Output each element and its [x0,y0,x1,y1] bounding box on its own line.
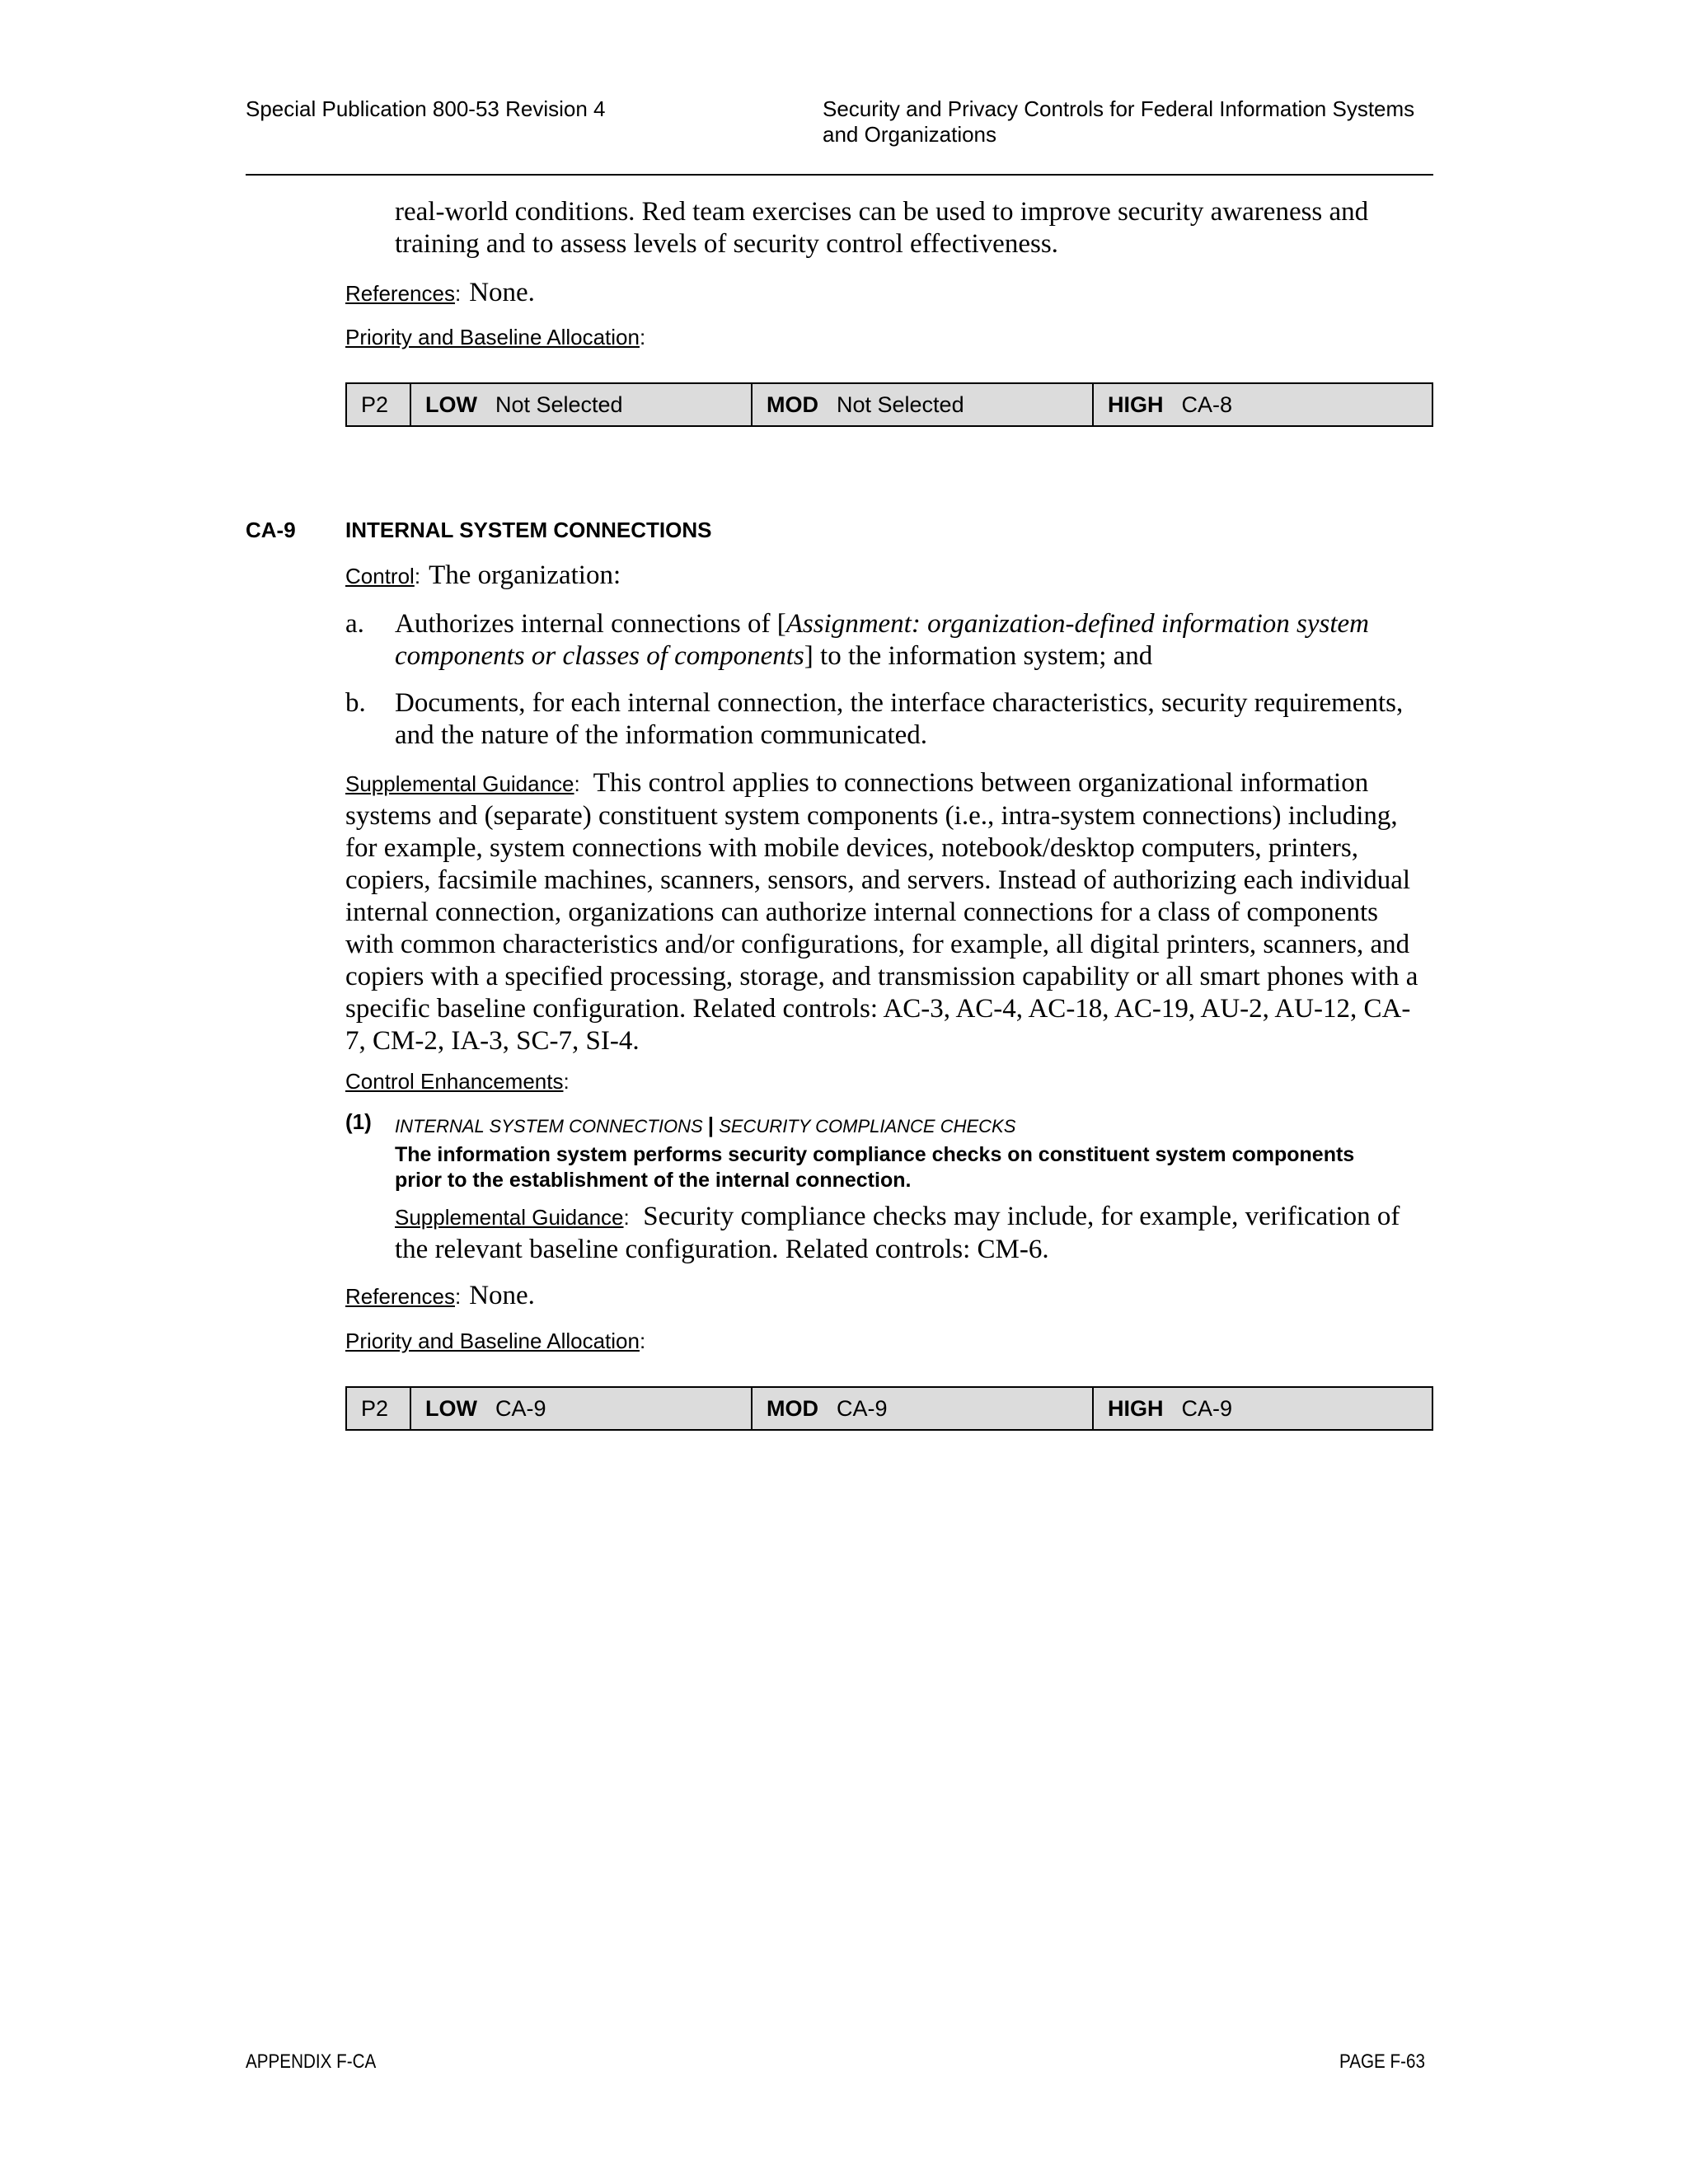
supplemental-label: Supplemental Guidance [345,771,574,796]
section-title: INTERNAL SYSTEM CONNECTIONS [345,518,712,542]
header-publication: Special Publication 800-53 Revision 4 [246,96,606,121]
low-value: Not Selected [495,391,623,417]
supplemental-line: for example, system connections with mobile devices, notebook/desktop computers, printers, [345,833,1358,863]
priority-label: Priority and Baseline Allocation [345,325,640,349]
supplemental-line: This control applies to connections between organizational information [593,768,1369,798]
mod-value: CA-9 [837,1395,888,1421]
enhancement-guidance-line: Security compliance checks may include, for example, verification of [643,1202,1400,1231]
header-title [823,96,1414,148]
control-statement: Control: The organization: [345,560,621,590]
continued-paragraph [395,196,1368,260]
low-label: LOW [425,391,477,417]
supplemental-line: copiers, facsimile machines, scanners, sensors, and servers. Instead of authorizing each individual [345,865,1411,895]
enhancement-statement-line: The information system performs security compliance checks on constituent system components [395,1143,1355,1166]
control-label: Control [345,564,415,588]
item-b-text [395,687,1403,752]
enhancement-statement [395,1142,1354,1193]
references-value: None. [469,1281,535,1310]
references-label: References [345,281,455,306]
enhancement-title-b: SECURITY COMPLIANCE CHECKS [719,1116,1016,1137]
baseline-table-ca8 [345,382,1433,427]
references-value: None. [469,278,535,307]
low-value: CA-9 [495,1395,546,1421]
low-cell [410,1388,751,1429]
item-b-line: Documents, for each internal connection, the interface characteristics, security requirements, [395,688,1404,718]
header-rule [246,174,1433,176]
footer-page-number: PAGE F-63 [1339,2050,1426,2073]
high-value: CA-9 [1181,1395,1233,1421]
high-cell [1092,384,1432,425]
mod-label: MOD [767,1395,818,1421]
references-top: References: None. [345,278,535,307]
item-b-marker: b. [345,688,366,718]
high-label: HIGH [1108,391,1164,417]
enhancement-title [395,1113,1015,1138]
priority-label: Priority and Baseline Allocation [345,1329,640,1353]
priority-cell: P2 [361,1395,389,1421]
enhancements-label: Control Enhancements [345,1069,564,1094]
enhancement-supplemental-label: Supplemental Guidance [395,1205,624,1230]
enhancements-heading: Control Enhancements: [345,1069,570,1094]
high-label: HIGH [1108,1395,1164,1421]
low-label: LOW [425,1395,477,1421]
item-a-post: ] to the information system; and [804,641,1153,671]
supplemental-line: specific baseline configuration. Related controls: AC-3, AC-4, AC-18, AC-19, AU-2, AU-12, CA- [345,994,1411,1024]
continued-line: real-world conditions. Red team exercises can be used to improve security awareness and [395,197,1369,227]
high-cell [1092,1388,1432,1429]
item-a-assignment: Assignment: organization-defined information system [785,609,1369,639]
section-id: CA-9 [246,518,296,542]
supplemental-line: 7, CM-2, IA-3, SC-7, SI-4. [345,1026,640,1056]
references-ca9: References: None. [345,1281,535,1310]
priority-label-ca9: Priority and Baseline Allocation: [345,1329,646,1353]
item-a-assignment-cont: components or classes of components [395,641,804,671]
enhancement-title-a: INTERNAL SYSTEM CONNECTIONS [395,1116,703,1137]
baseline-table-ca9 [345,1386,1433,1431]
item-a-text [395,608,1369,673]
priority-cell: P2 [361,391,389,417]
supplemental-line: systems and (separate) constituent system components (i.e., intra-system connections) including, [345,801,1398,831]
header-title-line1: Security and Privacy Controls for Federal Information Systems [823,96,1415,121]
item-a-marker: a. [345,609,364,639]
references-label: References [345,1284,455,1309]
header-title-line2: and Organizations [823,122,997,147]
supplemental-guidance: Supplemental Guidance: This control applies to connections between organizational information systems and (separate) constituent system components (i.e., intra-system connections) including, for example, system connections with mobile devices, notebook/desktop computers, printers, copiers, facsimile machines, scanners, sensors, and servers. Instead of authorizing each individual internal connection, organizations can authorize internal connections for a class of components with common characteristics and/or configurations, for example, all digital printers, scanners, and copiers with a specified processing, storage, and transmission capability or all smart phones with a specific baseline configuration. Related controls: AC-3, AC-4, AC-18, AC-19, AU-2, AU-12, CA- 7, CM-2, IA-3, SC-7, SI-4. [345,767,1442,1057]
enhancement-guidance: Supplemental Guidance: Security compliance checks may include, for example, verification of the relevant baseline configuration. Related controls: CM-6. [395,1202,1400,1264]
enhancement-guidance-line: the relevant baseline configuration. Related controls: CM-6. [395,1235,1049,1264]
mod-cell [751,384,1092,425]
control-intro: The organization: [429,560,621,590]
enhancement-statement-line: prior to the establishment of the internal connection. [395,1169,912,1192]
low-cell [410,384,751,425]
continued-line: training and to assess levels of security control effectiveness. [395,229,1058,259]
enhancement-marker: (1) [345,1109,372,1134]
item-a-pre: Authorizes internal connections of [ [395,609,786,639]
priority-label-top: Priority and Baseline Allocation: [345,325,646,349]
high-value: CA-8 [1181,391,1233,417]
footer-appendix: APPENDIX F-CA [246,2050,377,2073]
enhancement-title-separator: | [707,1113,715,1137]
mod-label: MOD [767,391,818,417]
supplemental-line: internal connection, organizations can authorize internal connections for a class of components [345,898,1378,927]
mod-value: Not Selected [837,391,964,417]
supplemental-line: with common characteristics and/or configurations, for example, all digital printers, scanners, and [345,930,1410,959]
item-b-line: and the nature of the information communicated. [395,720,928,750]
mod-cell [751,1388,1092,1429]
supplemental-line: copiers with a specified processing, storage, and transmission capability or all smart phones with a [345,962,1418,991]
